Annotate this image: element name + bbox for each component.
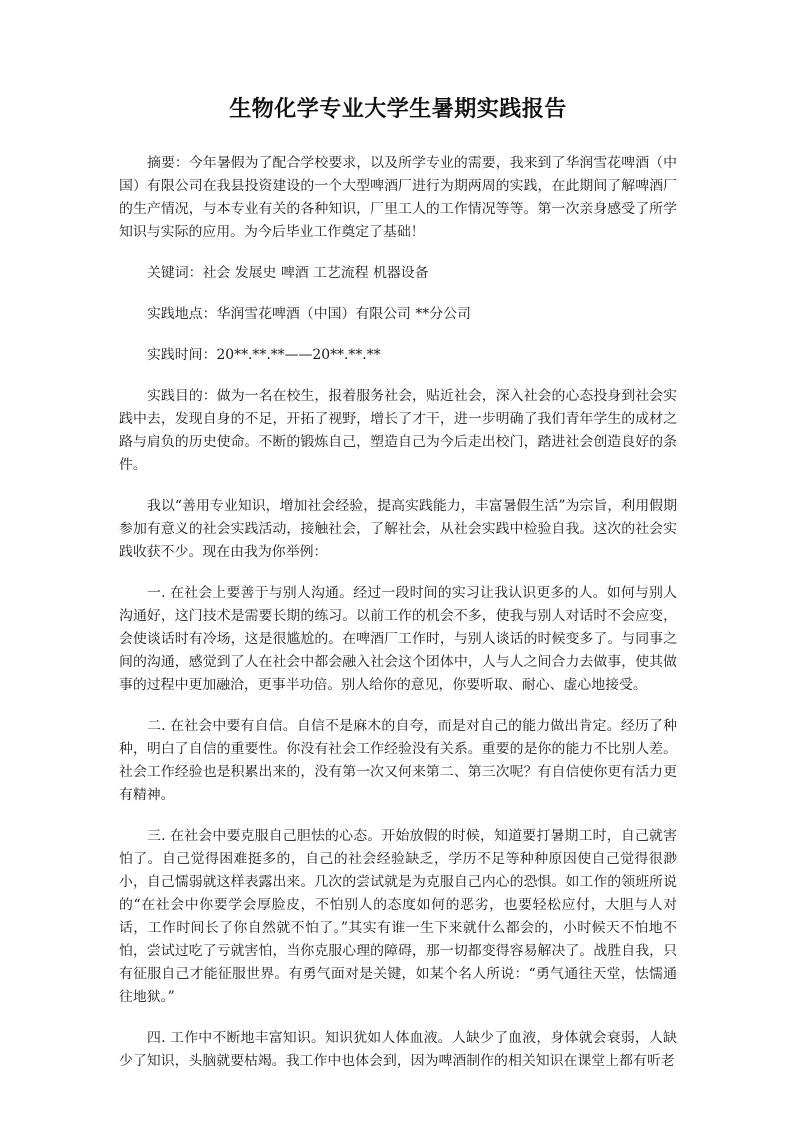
abstract-paragraph: 摘要：今年暑假为了配合学校要求，以及所学专业的需要，我来到了华润雪花啤酒（中国）有限公司在我县投资建设的一个大型啤酒厂进行为期两周的实践，在此期间了解啤酒厂的生产情况，与本专业有关的各种知识，厂里工人的工作情况等等。第一次亲身感受了所学知识与实际的应用。为今后毕业工作奠定了基础！	[119, 155, 677, 240]
time-line: 实践时间：20**.**.**——20**.**.**	[147, 347, 381, 363]
section-paragraph-1: 一. 在社会上要善于与别人沟通。经过一段时间的实习让我认识更多的人。如何与别人沟通好，这门技术是需要长期的练习。以前工作的机会不多，使我与别人对话时不会应变，会使谈话时有冷场，这是很尴尬的。在啤酒厂工作时，与别人谈话的时候变多了。与同事之间的沟通，感觉到了人在社会中都会融入社会这个团体中，人与人之间合力去做事，使其做事的过程中更加融洽，更事半功倍。别人给你的意见，你要听取、耐心、虚心地接受。	[119, 585, 677, 693]
document-title: 生物化学专业大学生暑期实践报告	[229, 97, 567, 122]
section-paragraph-2: 二. 在社会中要有自信。自信不是麻木的自夸，而是对自己的能力做出肯定。经历了种种，明白了自信的重要性。你没有社会工作经验没有关系。重要的是你的能力不比别人差。社会工作经验也是积累出来的，没有第一次又何来第二、第三次呢？有自信使你更有活力更有精神。	[119, 718, 677, 803]
section-paragraph-3: 三. 在社会中要克服自己胆怯的心态。开始放假的时候，知道要打暑期工时，自己就害怕了。自己觉得困难挺多的，自己的社会经验缺乏，学历不足等种种原因使自己觉得很渺小，自己懦弱就这样表露出来。几次的尝试就是为克服自己内心的恐惧。如工作的领班所说的“在社会中你要学会厚脸皮，不怕别人的态度如何的恶劣，也要轻松应付，大胆与人对话，工作时间长了你自然就不怕了。”其实有谁一生下来就什么都会的，小时候天不怕地不怕，尝试过吃了亏就害怕，当你克服心理的障碍，那一切都变得容易解决了。战胜自我，只有征服自己才能征服世界。有勇气面对是关键，如某个名人所说：“勇气通往天堂，怯懦通往地狱。”	[119, 828, 677, 1005]
purpose-paragraph: 实践目的：做为一名在校生，报着服务社会，贴近社会，深入社会的心态投身到社会实践中去，发现自身的不足，开拓了视野，增长了才干，进一步明确了我们青年学生的成材之路与肩负的历史使命。不断的锻炼自己，塑造自己为今后走出校门，踏进社会创造良好的条件。	[119, 388, 677, 473]
location-line: 实践地点：华润雪花啤酒（中国）有限公司 **分公司	[147, 306, 471, 322]
document-page	[119, 96, 677, 1091]
intro-paragraph: 我以“善用专业知识，增加社会经验，提高实践能力，丰富暑假生活”为宗旨，利用假期参加有意义的社会实践活动，接触社会，了解社会，从社会实践中检验自我。这次的社会实践收获不少。现在由我为你举例：	[119, 498, 677, 560]
keywords-line: 关键词：社会 发展史 啤酒 工艺流程 机器设备	[147, 265, 429, 281]
section-paragraph-4: 四. 工作中不断地丰富知识。知识犹如人体血液。人缺少了血液，身体就会衰弱，人缺少了知识，头脑就要枯竭。我工作中也体会到，因为啤酒制作的相关知识在课堂上都有听老	[119, 1030, 677, 1069]
